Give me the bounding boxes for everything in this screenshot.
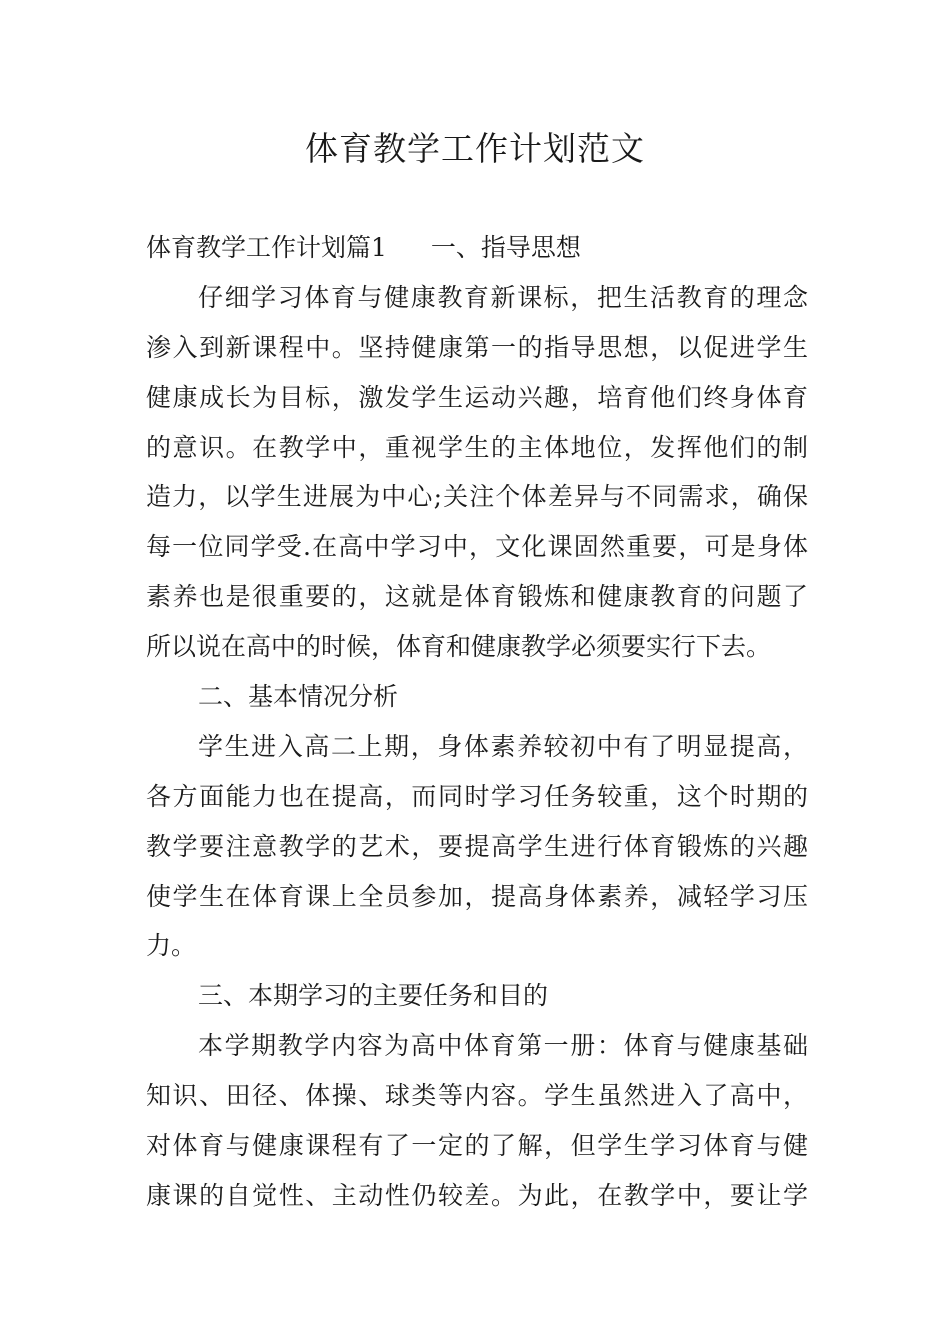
paragraph-line: 健康成长为目标，激发学生运动兴趣，培育他们终身体育 xyxy=(146,382,808,412)
paragraph-line: 仔细学习体育与健康教育新课标，把生活教育的理念 xyxy=(198,282,808,312)
section-heading-line xyxy=(146,223,808,273)
paragraph-line: 造力，以学生进展为中心;关注个体差异与不同需求，确保 xyxy=(146,482,808,512)
plan-heading: 体育教学工作计划篇1 xyxy=(146,233,387,262)
paragraph-line: 的意识。在教学中，重视学生的主体地位，发挥他们的制 xyxy=(146,432,808,462)
paragraph-line: 康课的自觉性、主动性仍较差。为此，在教学中，要让学 xyxy=(146,1180,808,1210)
document-body xyxy=(146,223,808,1221)
paragraph-line: 各方面能力也在提高，而同时学习任务较重，这个时期的 xyxy=(146,781,808,811)
section-heading-2: 二、基本情况分析 xyxy=(198,682,399,712)
paragraph-line: 知识、田径、体操、球类等内容。学生虽然进入了高中， xyxy=(146,1081,808,1111)
section-heading-1: 一、指导思想 xyxy=(430,233,581,262)
document-title: 体育教学工作计划范文 xyxy=(305,129,645,168)
paragraph-line: 学生进入高二上期，身体素养较初中有了明显提高， xyxy=(198,731,808,761)
paragraph-line: 本学期教学内容为高中体育第一册：体育与健康基础 xyxy=(198,1031,808,1061)
paragraph-line: 教学要注意教学的艺术，要提高学生进行体育锻炼的兴趣 xyxy=(146,831,808,861)
section-heading-3: 三、本期学习的主要任务和目的 xyxy=(198,981,549,1011)
paragraph-line: 对体育与健康课程有了一定的了解，但学生学习体育与健 xyxy=(146,1131,808,1161)
paragraph-line: 素养也是很重要的，这就是体育锻炼和健康教育的问题了 xyxy=(146,582,808,612)
paragraph-line: 每一位同学受.在高中学习中，文化课固然重要，可是身体 xyxy=(146,532,808,562)
paragraph-line: 力。 xyxy=(146,931,197,961)
paragraph-line: 使学生在体育课上全员参加，提高身体素养，减轻学习压 xyxy=(146,881,808,911)
paragraph-line: 渗入到新课程中。坚持健康第一的指导思想，以促进学生 xyxy=(146,332,808,362)
paragraph-line: 所以说在高中的时候，体育和健康教学必须要实行下去。 xyxy=(146,632,772,662)
